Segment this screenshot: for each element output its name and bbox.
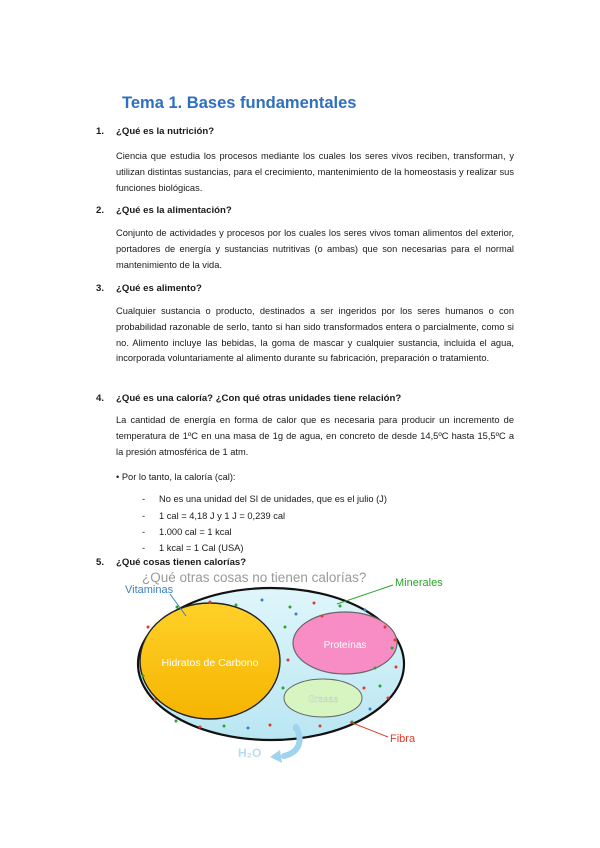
minerales-label: Minerales	[395, 577, 443, 589]
question-text: ¿Qué es la alimentación?	[116, 205, 232, 216]
question-number: 5.	[96, 557, 105, 568]
water-arrow-head	[270, 750, 282, 763]
question-number: 1.	[96, 126, 105, 137]
water-label: H₂O	[238, 746, 262, 760]
grasas-label: Grasas	[307, 694, 339, 705]
vitaminas-label: Vitaminas	[125, 584, 174, 596]
proteinas-label: Proteínas	[323, 640, 367, 651]
overlay-title: ¿Qué otras cosas no tienen calorías?	[142, 570, 367, 585]
question-number: 3.	[96, 283, 105, 294]
question-text: ¿Qué es una caloría? ¿Con qué otras unidades tiene relación?	[116, 393, 402, 404]
dash-item: - 1 kcal = 1 Cal (USA)	[142, 543, 244, 553]
question-text: ¿Qué es alimento?	[116, 283, 202, 294]
page-title: Tema 1. Bases fundamentales	[122, 94, 357, 112]
fibra-label: Fibra	[390, 733, 416, 745]
hidratos-label: Hidratos de Carbono	[161, 657, 259, 669]
question-text: ¿Qué es la nutrición?	[116, 126, 215, 137]
question-number: 2.	[96, 205, 105, 216]
answer-3: Cualquier sustancia o producto, destinados a ser ingeridos por los seres humanos o con probabilidad razonable de serlo, tanto si han sido transformados entera o parcialmente, como si no. Alimento incluye las bebidas, la goma de mascar y cualquier sustancia, incluida el agua, incorporada voluntariamente al alimento durante su fabricación, preparación o tratamiento.	[116, 306, 514, 364]
answer-1: Ciencia que estudia los procesos mediante los cuales los seres vivos reciben, transforman, y utilizan distintas sustancias, para el crecimiento, mantenimiento de la homeostasis y realizar sus funciones biológicas.	[116, 151, 514, 193]
answer-2: Conjunto de actividades y procesos por los cuales los seres vivos toman alimentos del exterior, portadores de energía y sustancias nutritivas (o ambas) que son necesarias para el normal mantenimiento de la vida.	[116, 228, 514, 270]
dash-item: - 1 cal = 4,18 J y 1 J = 0,239 cal	[142, 511, 286, 521]
question-number: 4.	[96, 393, 105, 404]
minerales-pointer	[337, 585, 393, 604]
answer-4: La cantidad de energía en forma de calor que es necesaria para producir un incremento de temperatura de 1ºC en una masa de 1g de agua, en concreto de desde 14,5ºC hasta 15,5ºC a la presión atmosférica de 1 atm.	[116, 415, 514, 457]
fibra-pointer	[350, 722, 388, 737]
question-text: ¿Qué cosas tienen calorías?	[116, 557, 247, 568]
bullet-item: • Por lo tanto, la caloría (cal):	[116, 472, 236, 482]
dash-item: - 1.000 cal = 1 kcal	[142, 527, 232, 537]
dash-item: - No es una unidad del SI de unidades, que es el julio (J)	[142, 494, 387, 504]
